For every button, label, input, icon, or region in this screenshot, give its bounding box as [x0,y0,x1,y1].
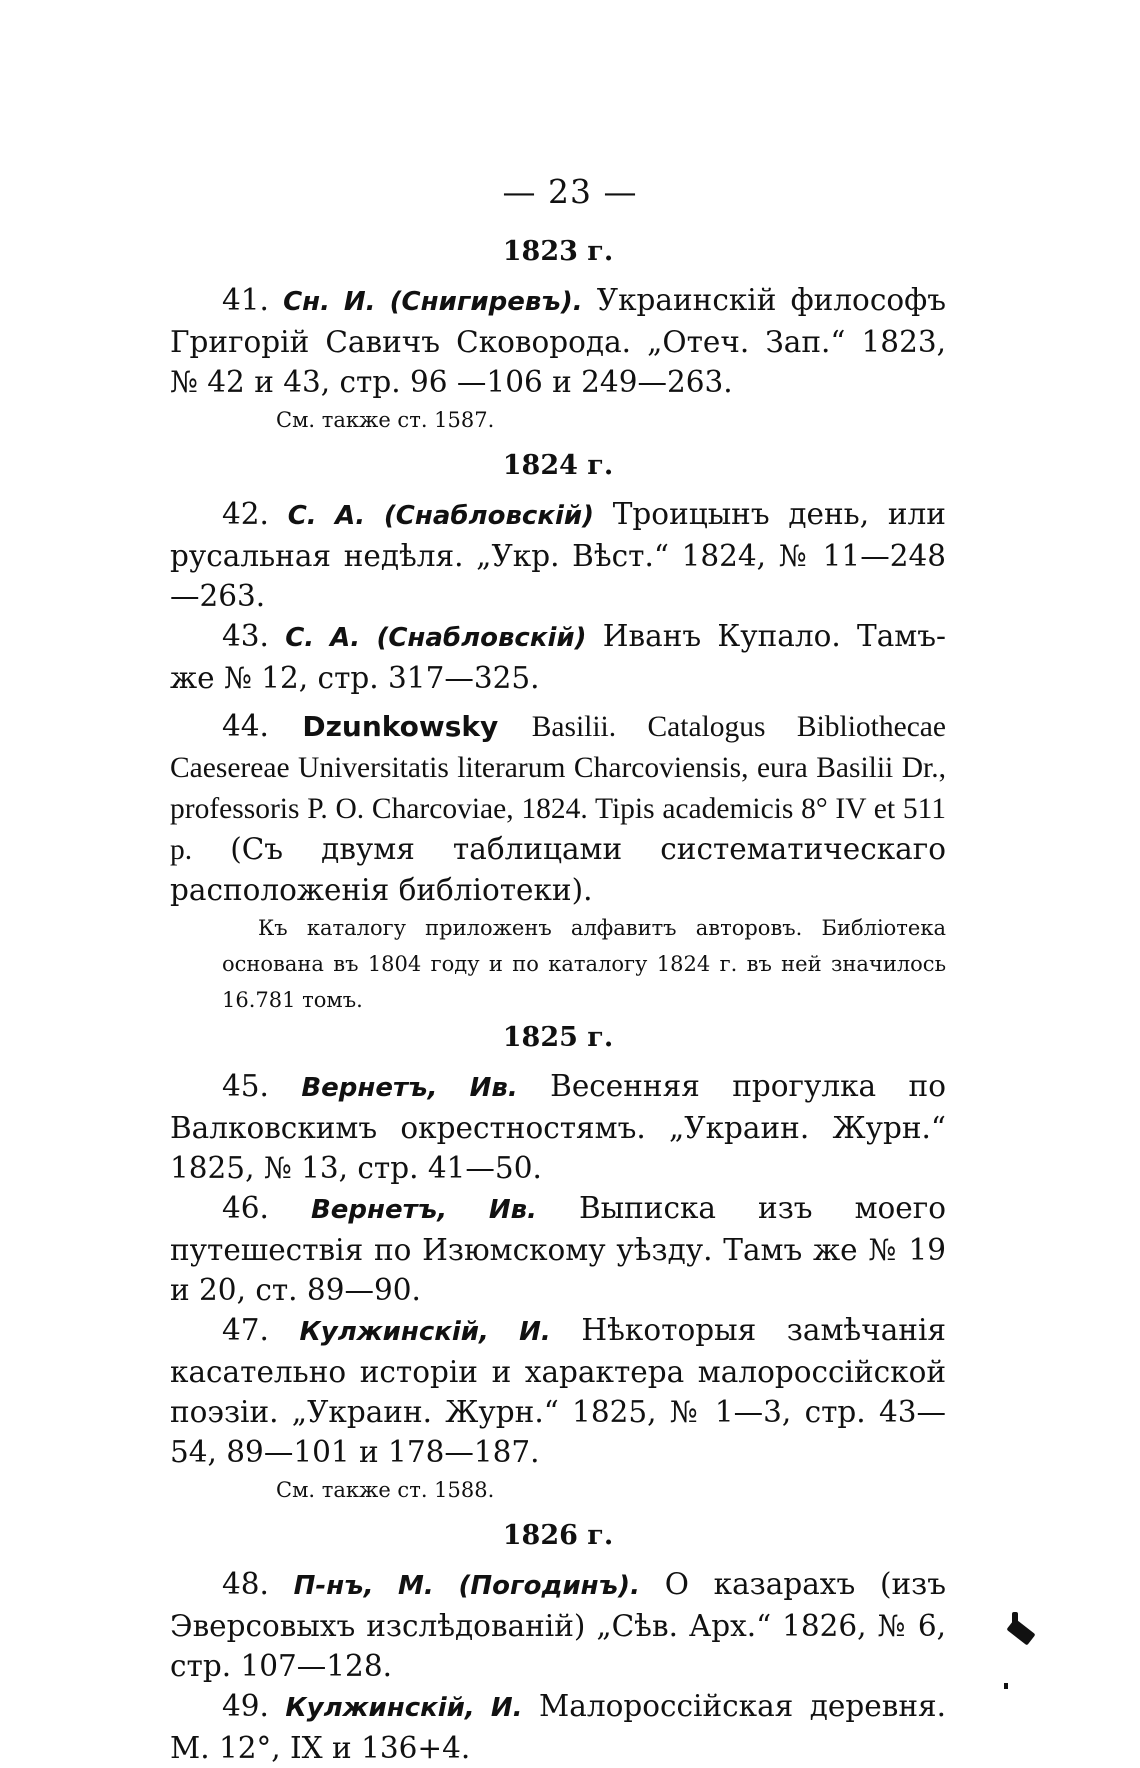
entry-47 [170,1310,946,1472]
entry-author: Сн. И. [283,287,376,317]
entry-49 [170,1686,946,1768]
entry-43 [170,616,946,698]
entry-number: 48. [222,1567,269,1601]
entry-note: Къ каталогу приложенъ алфавитъ авторовъ. Библіотека основана въ 1804 году и по каталогу 1824 г. въ ней значилось 16.781 томъ. [222,916,946,1012]
entry-number: 43. [222,619,269,653]
entry-number: 49. [222,1689,269,1723]
entry-number: 45. [222,1069,269,1103]
entry-text: Троицынъ день, или русальная недѣля. „Укр. Вѣст.“ 1824, № 11—248—263. [170,497,946,613]
entry-pseudonym: (Снигиревъ). [389,287,583,317]
entry-author: Dzunkowsky [302,710,499,743]
bibliography-column [170,232,946,1768]
entry-author: Вернетъ, Ив. [310,1195,537,1225]
year-heading-1826: 1826 г. [502,1520,614,1551]
ink-mark [1006,1618,1035,1645]
entry-text-latin: Basilii. Catalogus Bibliothecae Caesereae Universitatis literarum Charcoviensis, eura Basilii Dr., professoris P. O. Charcoviae, 1824. Tipis academicis 8° IV et 511 p. [170,711,946,866]
entry-number: 42. [222,497,269,531]
entry-author: С. А. [285,623,361,653]
entry-author: С. А. [287,501,366,531]
year-heading-1825: 1825 г. [502,1022,614,1053]
entry-note: См. также ст. 1587. [276,408,495,432]
entry-text: Иванъ Купало. Тамъ-же № 12, стр. 317—325. [170,619,946,695]
entry-author: Кулжинскій, И. [285,1693,523,1723]
entry-text: Украинскій философъ Григорій Савичъ Сковорода. „Отеч. Зап.“ 1823, № 42 и 43, стр. 96 —106 и 249—263. [170,283,946,399]
page-number: — 23 — [502,172,638,211]
entry-text: Выписка изъ моего путешествія по Изюмскому уѣзду. Тамъ же № 19 и 20, ст. 89—90. [170,1191,946,1307]
entry-note: См. также ст. 1588. [276,1478,495,1502]
entry-number: 44. [222,709,269,743]
entry-text: Нѣкоторыя замѣчанія касательно исторіи и характера малороссійской поэзіи. „Украин. Журн.“ 1825, № 1—3, стр. 43—54, 89—101 и 178—187. [170,1313,946,1469]
entry-number: 41. [222,283,269,317]
ink-dot [1004,1683,1008,1689]
entry-number: 46. [222,1191,269,1225]
entry-text: Весенняя прогулка по Валковскимъ окрестностямъ. „Украин. Журн.“ 1825, № 13, стр. 41—50. [170,1069,946,1185]
entry-text: Малороссійская деревня. М. 12°, IX и 136+4. [170,1689,946,1765]
entry-41 [170,280,946,402]
entry-46 [170,1188,946,1310]
entry-author: Кулжинскій, И. [299,1317,551,1347]
entry-pseudonym: (Снабловскій) [383,501,594,531]
year-heading-1823: 1823 г. [502,236,614,267]
entry-text: (Съ двумя таблицами систематическаго расположенія библіотеки). [170,832,946,907]
entry-45 [170,1066,946,1188]
entry-48 [170,1564,946,1686]
entry-number: 47. [222,1313,269,1347]
entry-text: О казарахъ (изъ Эверсовыхъ изслѣдованій) „Сѣв. Арх.“ 1826, № 6, стр. 107—128. [170,1567,946,1683]
entry-author: П-нъ, М. [293,1571,434,1601]
entry-44 [170,706,946,910]
year-heading-1824: 1824 г. [502,450,614,481]
entry-author: Вернетъ, Ив. [301,1073,518,1103]
entry-pseudonym: (Погодинъ). [458,1571,640,1601]
entry-pseudonym: (Снабловскій) [376,623,587,653]
entry-42 [170,494,946,616]
